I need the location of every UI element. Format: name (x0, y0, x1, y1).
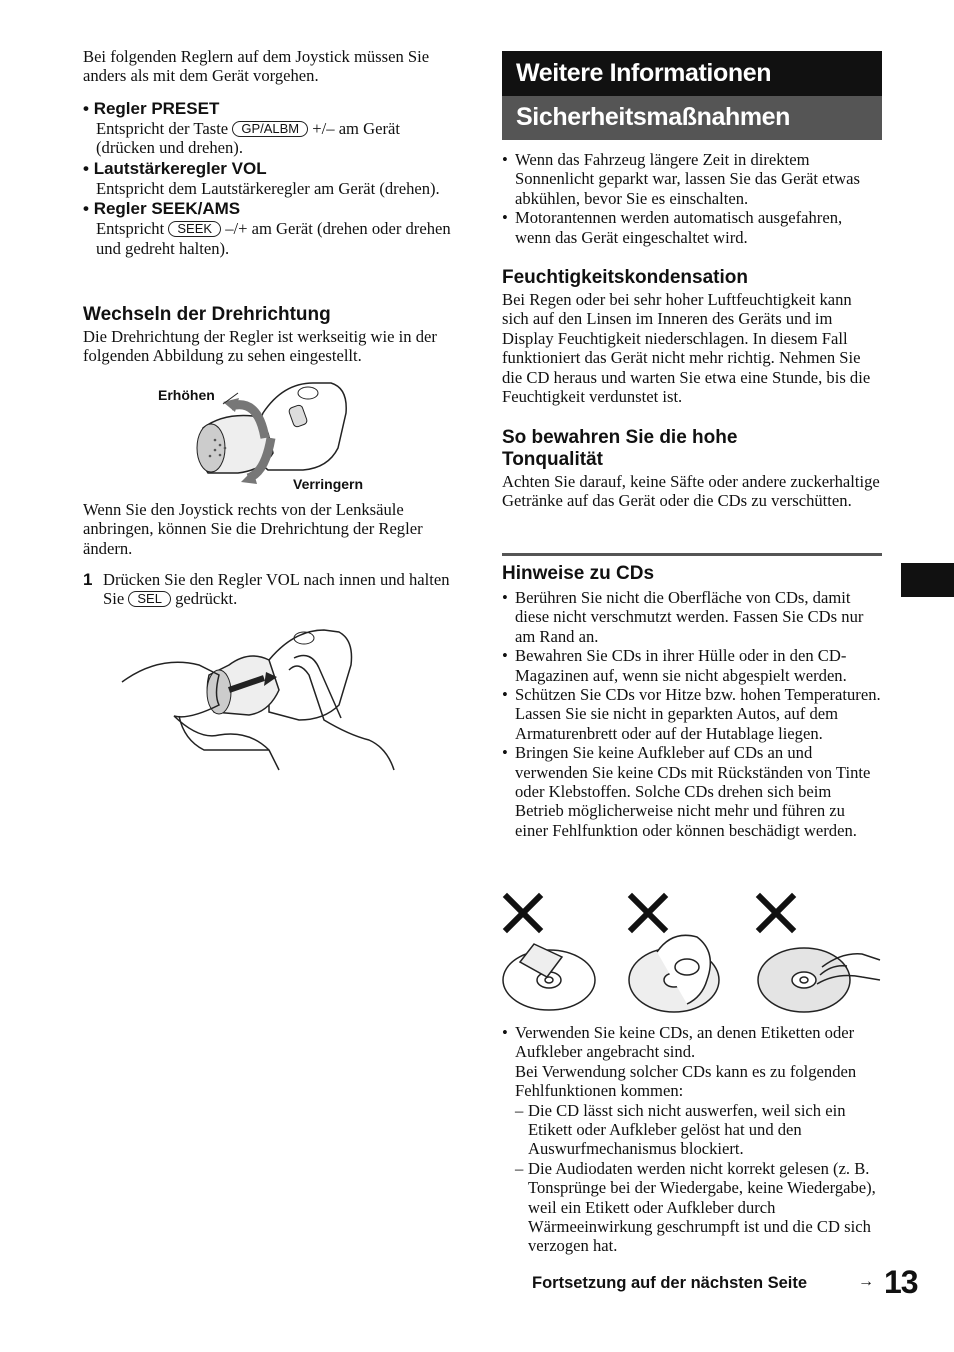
cross-icon (507, 897, 792, 929)
dash-item: – Die CD lässt sich nicht auswerfen, weil sich ein Etikett oder Aufkleber gelöst hat und den Auswurfmechanismus blockiert. (515, 1101, 882, 1159)
sticker-notes (502, 1023, 882, 1256)
list-item: • Verwenden Sie keine CDs, an denen Etiketten oder Aufkleber angebracht sind. (502, 1023, 882, 1062)
list-item: • Motorantennen werden automatisch ausgefahren, wenn das Gerät eingeschaltet wird. (502, 208, 882, 247)
joystick-figure (153, 378, 383, 496)
intro-text: Bei folgenden Reglern auf dem Joystick müssen Sie anders als mit dem Gerät vorgehen. (83, 47, 430, 86)
continue-note: Fortsetzung auf der nächsten Seite (532, 1274, 808, 1292)
list-item-head: • Regler PRESET (83, 99, 220, 118)
condensation-text: Bei Regen oder bei sehr hoher Luftfeuchtigkeit kann sich auf den Linsen im Inneren des Geräts und im Display Feuchtigkeit niederschlagen. In diesem Fall funktioniert das Gerät nicht mehr richtig. Nehmen Sie die CD heraus und warten Sie etwa eine Stunde, bis die Feuchtigkeit verdunstet ist. (502, 290, 871, 407)
warped-cd (629, 935, 719, 1012)
sound-quality-text: Achten Sie darauf, keine Säfte oder andere zuckerhaltige Getränke auf das Gerät oder die CDs zu verschütten. (502, 472, 880, 511)
dash-item: – Die Audiodaten werden nicht korrekt gelesen (z. B. Tonsprünge bei der Wiedergabe, keine Wiedergabe), weil ein Etikett oder Aufkleber durch Wärmeeinwirkung geschrumpft ist und die CD sich verzogen hat. (515, 1159, 882, 1256)
list-item-text: Entspricht dem Lautstärkeregler am Gerät (drehen). (96, 178, 440, 198)
footer (532, 1264, 922, 1302)
list-item: • Bewahren Sie CDs in ihrer Hülle oder in den CD-Magazinen auf, wenn sie nicht abgespielt werden. (502, 646, 882, 685)
cd-with-residue (758, 948, 880, 1012)
gp-albm-key: GP/ALBM (232, 121, 308, 137)
decrease-label: Verringern (293, 476, 364, 492)
seek-key: SEEK (168, 221, 221, 237)
hands-pressing-illustration (119, 620, 419, 775)
list-item-head: • Regler SEEK/AMS (83, 199, 241, 219)
after-figure-text: Wenn Sie den Joystick rechts von der Lenksäule anbringen, können Sie die Drehrichtung der Regler ändern. (83, 500, 423, 558)
list-item-text: Entspricht SEEK –/+ am Gerät (drehen oder drehen und gedreht halten). (96, 219, 451, 258)
increase-label: Erhöhen (158, 387, 215, 403)
step-1 (83, 570, 463, 609)
condensation-heading: Feuchtigkeitskondensation (502, 267, 748, 288)
step-text: Drücken Sie den Regler VOL nach innen und halten Sie SEL gedrückt. (103, 570, 450, 609)
sound-quality-heading: So bewahren Sie die hohe Tonqualität (502, 427, 738, 470)
page-title: Weitere Informationen (502, 51, 882, 97)
list-item-text: Entspricht der Taste GP/ALBM +/– am Gerät (drücken und drehen). (96, 119, 400, 158)
list-item: • Wenn das Fahrzeug längere Zeit in direktem Sonnenlicht geparkt war, lassen Sie das Gerät etwas abkühlen, bevor Sie es einschalten. (502, 150, 882, 208)
sel-key: SEL (128, 591, 171, 607)
list-item-head: • Lautstärkeregler VOL (83, 158, 267, 178)
list-item-sub: Bei Verwendung solcher CDs kann es zu folgenden Fehlfunktionen kommen: (515, 1061, 857, 1101)
cd-notes-heading: Hinweise zu CDs (502, 563, 655, 584)
section-heading: Wechseln der Drehrichtung (83, 304, 331, 325)
step-number: 1 (83, 570, 93, 589)
list-item: • Berühren Sie nicht die Oberfläche von CDs, damit diese nicht verschmutzt werden. Fassen Sie CDs nur am Rand an. (502, 588, 882, 646)
arrow-icon: → (858, 1273, 874, 1290)
joystick-illustration (153, 378, 383, 496)
section-tab-marker (901, 563, 954, 597)
cd-with-sticker (503, 944, 595, 1010)
section-divider (502, 553, 882, 556)
list-item: • Bringen Sie keine Aufkleber auf CDs an und verwenden Sie keine CDs mit Rückständen von Tinte oder Klebstoffen. Solche CDs drehen sich beim Betrieb möglicherweise nicht mehr und führen zu einer Fehlfunktion oder können beschädigt werden. (502, 743, 882, 840)
cd-notes-list (502, 588, 882, 840)
list-item: • Schützen Sie CDs vor Hitze bzw. hohen Temperaturen. Lassen Sie sie nicht in geparkten Autos, auf dem Armaturenbrett oder auf der Hutablage liegen. (502, 685, 882, 743)
cd-misuse-figure (502, 892, 882, 1018)
section-text: Die Drehrichtung der Regler ist werkseitig wie in der folgenden Abbildung zu sehen eingestellt. (83, 327, 437, 366)
page-number: 13 (884, 1264, 918, 1300)
safety-list (502, 150, 882, 247)
control-list (83, 98, 463, 258)
section-title-bar: Sicherheitsmaßnahmen (502, 96, 882, 140)
